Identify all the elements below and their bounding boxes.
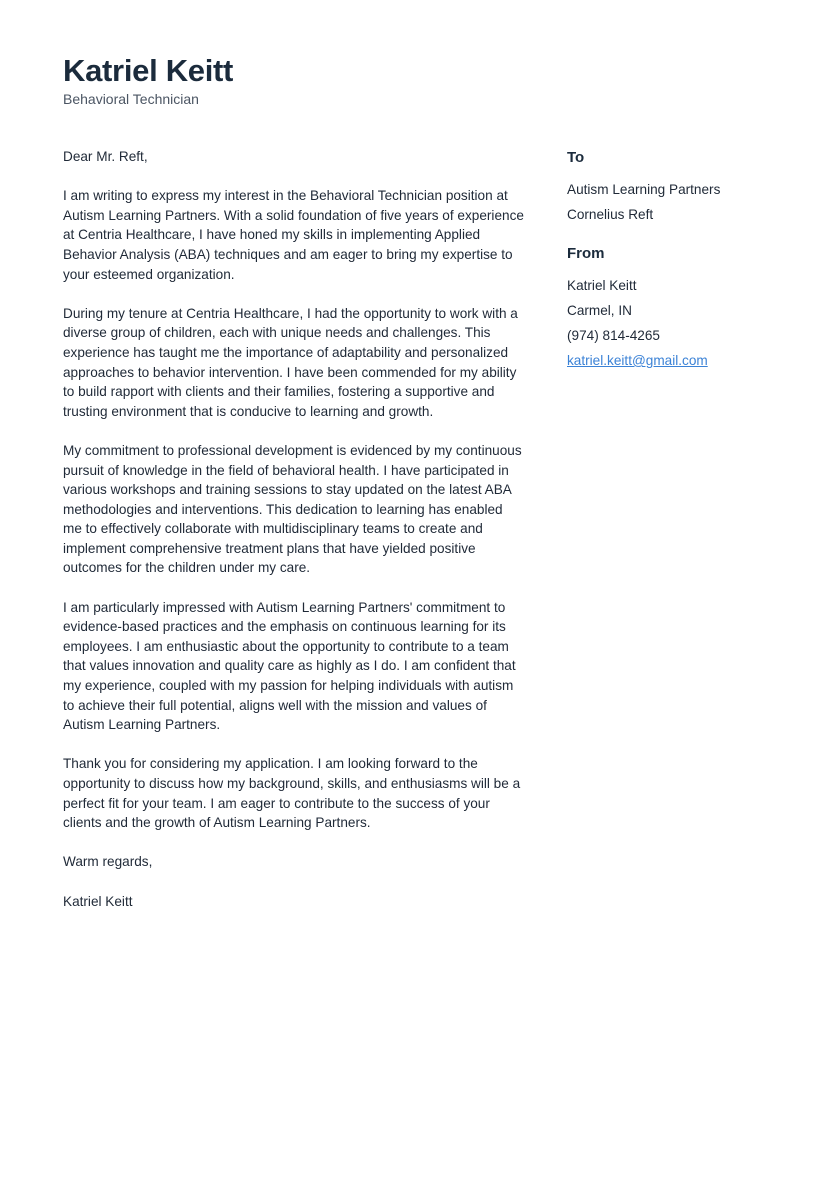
- paragraph-5: Thank you for considering my application. I am looking forward to the opportunity to discuss how my background, skills, and enthusiasms will be a perfect fit for your team. I am eager to contribute to the success of your clients and the growth of Autism Learning Partners.: [63, 756, 521, 831]
- sender-email-row: [567, 348, 797, 373]
- contact-sidebar: [567, 147, 797, 389]
- page-header: [63, 52, 233, 108]
- recipient-company: Autism Learning Partners: [567, 182, 721, 197]
- recipient-name: Cornelius Reft: [567, 207, 654, 222]
- paragraph-3: My commitment to professional development is evidenced by my continuous pursuit of knowledge in the field of behavioral health. I have participated in various workshops and training sessions to stay updated on the latest ABA methodologies and interventions. This dedication to learning has enabled me to effectively collaborate with multidisciplinary teams to create and implement comprehensive treatment plans that have yielded positive outcomes for the children under my care.: [63, 442, 522, 576]
- from-heading: From: [567, 245, 605, 262]
- paragraph-1: I am writing to express my interest in the Behavioral Technician position at Autism Learning Partners. With a solid foundation of five years of experience at Centria Healthcare, I have honed my skills in implementing Applied Behavior Analysis (ABA) techniques and am eager to bring my expertise to your esteemed organization.: [63, 188, 524, 282]
- applicant-name: Katriel Keitt: [63, 53, 234, 88]
- salutation: Dear Mr. Reft,: [63, 149, 148, 164]
- to-section: [567, 147, 797, 227]
- paragraph-2: During my tenure at Centria Healthcare, I had the opportunity to work with a diverse group of children, each with unique needs and challenges. This experience has taught me the importance of adaptability and personalized approaches to behavior intervention. I have been commended for my ability to build rapport with clients and their families, fostering a supportive and trusting environment that is conducive to learning and growth.: [63, 305, 518, 419]
- applicant-title: Behavioral Technician: [63, 91, 199, 107]
- paragraph-4: I am particularly impressed with Autism Learning Partners' commitment to evidence-based practices and the emphasis on continuous learning for its employees. I am enthusiastic about the opportunity to contribute to a team that values innovation and quality care as highly as I do. I am confident that my experience, coupled with my passion for helping individuals with autism to achieve their full potential, aligns well with the mission and values of Autism Learning Partners.: [63, 599, 516, 733]
- letter-body: [63, 147, 525, 931]
- sender-email-link[interactable]: katriel.keitt@gmail.com: [567, 353, 708, 368]
- sender-phone: (974) 814-4265: [567, 328, 660, 343]
- from-section: [567, 243, 797, 373]
- sender-location: Carmel, IN: [567, 303, 632, 318]
- closing: Warm regards,: [63, 854, 153, 870]
- sender-name: Katriel Keitt: [567, 278, 637, 293]
- signature: Katriel Keitt: [63, 893, 133, 909]
- to-heading: To: [567, 149, 585, 166]
